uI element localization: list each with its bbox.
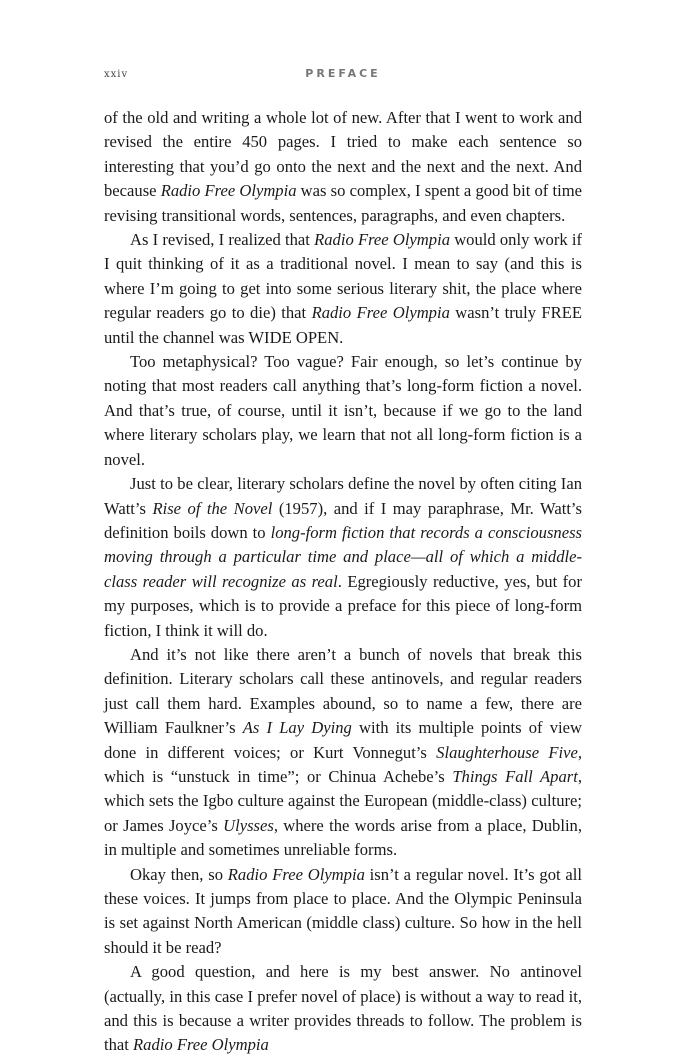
paragraph-7 <box>104 960 582 1058</box>
text-run: , which sets the Igbo culture against the European (middle-class) culture; or James Joyce’s <box>104 766 582 835</box>
italic-text-run: Radio Free Olympia <box>160 181 297 201</box>
section-title: PREFACE <box>305 67 381 80</box>
paragraph-2 <box>104 228 582 350</box>
text-run: of the old and writing a whole lot of new. After that I went to work and revised the entire 450 pages. I tried to make each sentence so interesting that you’d go onto the next and the next and the next. And because <box>104 108 582 201</box>
text-run: wasn’t truly FREE until the channel was WIDE OPEN. <box>104 303 582 347</box>
body-text <box>104 106 582 1058</box>
paragraph-1 <box>104 106 582 228</box>
text-run: Just to be clear, literary scholars define the novel by often citing Ian Watt’s <box>104 474 582 518</box>
text-run: Too metaphysical? Too vague? Fair enough, so let’s continue by noting that most readers call anything that’s long-form fiction a novel. And that’s true, of course, until it isn’t, because if we go to the land where literary scholars play, we learn that not all long-form fiction is a novel. <box>104 352 582 469</box>
paragraph-4 <box>104 472 582 643</box>
italic-text-run: Ulysses <box>223 815 274 835</box>
page-number: xxiv <box>104 69 129 80</box>
paragraph-3 <box>104 350 582 472</box>
italic-text-run: long-form fiction that records a consciousness moving through a particular time and place—all of which a middle-class reader will recognize as real <box>104 522 582 591</box>
text-run: A good question, and here is my best answer. No antinovel (actually, in this case I prefer novel of place) is without a way to read it, and this is because a writer provides threads to follow. The problem is that <box>104 962 582 1055</box>
text-run: with its multiple points of view done in different voices; or Kurt Vonnegut’s <box>104 718 582 762</box>
text-run: , where the words arise from a place, Dublin, in multiple and sometimes unreliable forms. <box>104 815 583 860</box>
text-run: . Egregiously reductive, yes, but for my purposes, which is to provide a preface for this piece of long-form fiction, I think it will do. <box>104 571 582 640</box>
paragraph-6 <box>104 863 582 961</box>
italic-text-run: As I Lay Dying <box>242 718 352 738</box>
italic-text-run: Things Fall Apart <box>452 766 578 786</box>
text-run: was so complex, I spent a good bit of time revising transitional words, sentences, paragraphs, and even chapters. <box>104 181 582 225</box>
text-run: And it’s not like there aren’t a bunch of novels that break this definition. Literary scholars call these antinovels, and regular readers just call them hard. Examples abound, so to name a few, there are William Faulkner’s <box>104 644 582 738</box>
text-run: isn’t a regular novel. It’s got all these voices. It jumps from place to place. And the Olympic Peninsula is set against North American (middle class) culture. So how in the hell should it be read? <box>104 864 582 957</box>
italic-text-run: Slaughterhouse Five <box>436 742 578 762</box>
text-run: would only work if I quit thinking of it as a traditional novel. I mean to say (and this is where I’m going to get into some serious literary shit, the place where regular readers go to die) that <box>104 230 582 323</box>
text-run: As I revised, I realized that <box>130 230 315 250</box>
italic-text-run: Radio Free Olympia <box>314 230 450 250</box>
italic-text-run: Radio Free Olympia <box>311 303 450 323</box>
text-run: (1957), and if I may paraphrase, Mr. Watt’s definition boils down to <box>104 498 582 542</box>
text-run: Okay then, so <box>130 864 228 884</box>
running-head <box>104 66 582 86</box>
italic-text-run: Radio Free Olympia <box>227 864 365 884</box>
paragraph-5 <box>104 643 582 863</box>
italic-text-run: Radio Free Olympia <box>133 1035 269 1055</box>
text-run: , which is “unstuck in time”; or Chinua Achebe’s <box>104 742 582 786</box>
italic-text-run: Rise of the Novel <box>152 498 273 518</box>
